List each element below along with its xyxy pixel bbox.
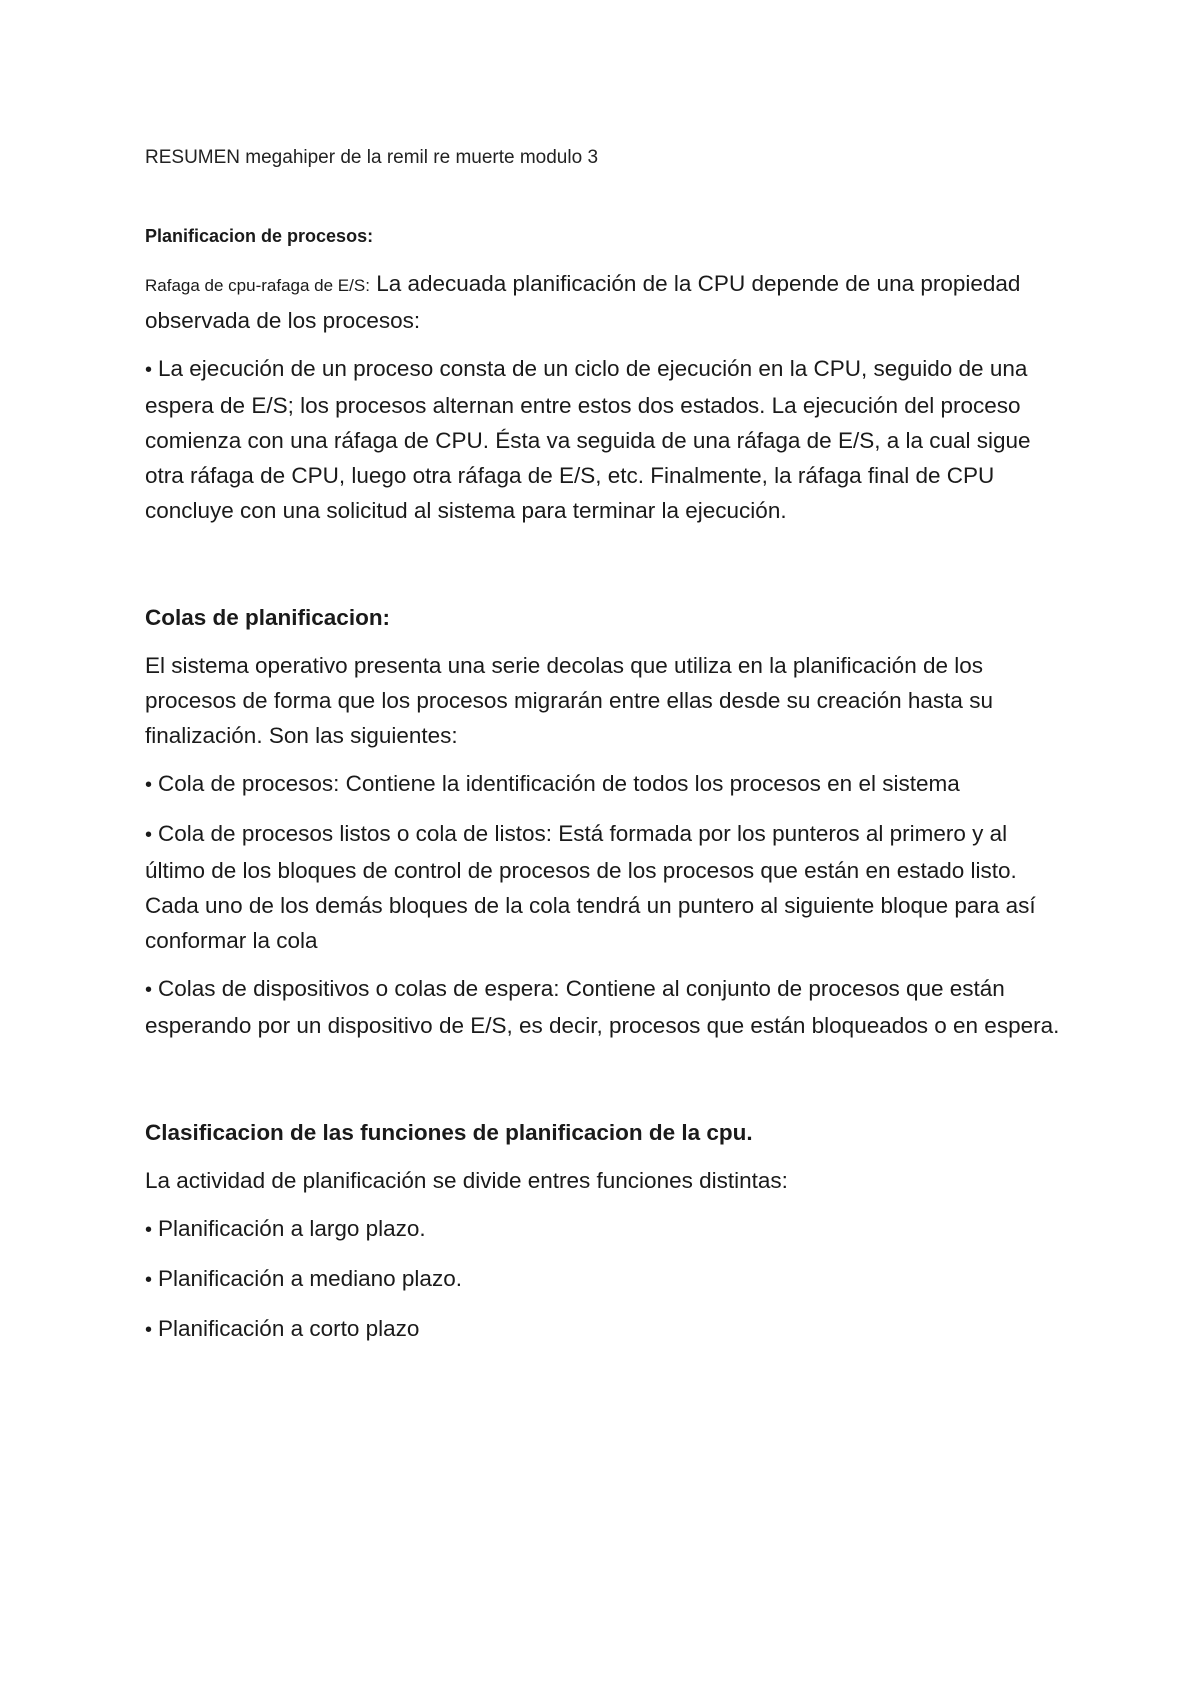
section-clasificacion-funciones [145, 1115, 1065, 1348]
bullet-icon: • [145, 979, 153, 1001]
bullet-icon: • [145, 774, 153, 796]
bullet-item [145, 1211, 1065, 1248]
bullet-item [145, 351, 1065, 528]
bullet-text: La ejecución de un proceso consta de un ciclo de ejecución en la CPU, seguido de una espera de E/S; los procesos alternan entre estos dos estados. La ejecución del proceso comienza con una ráfaga de CPU. Ésta va seguida de una ráfaga de E/S, a la cual sigue otra ráfaga de CPU, luego otra ráfaga de E/S, etc. Finalmente, la ráfaga final de CPU concluye con una solicitud al sistema para terminar la ejecución. [145, 356, 1031, 523]
lead-paragraph [145, 266, 1065, 338]
lead-label: Rafaga de cpu-rafaga de E/S: [145, 276, 370, 295]
intro-paragraph: El sistema operativo presenta una serie decolas que utiliza en la planificación de los procesos de forma que los procesos migrarán entre ellas desde su creación hasta su finalización. Son las siguientes: [145, 653, 993, 748]
bullet-icon: • [145, 824, 153, 846]
section-heading: Clasificacion de las funciones de planificacion de la cpu. [145, 1120, 753, 1145]
bullet-item [145, 1311, 1065, 1348]
bullet-icon: • [145, 1219, 153, 1241]
bullet-text: Planificación a largo plazo. [158, 1216, 426, 1241]
bullet-icon: • [145, 1319, 153, 1341]
bullet-item [145, 971, 1065, 1043]
bullet-text: Cola de procesos: Contiene la identificación de todos los procesos en el sistema [158, 771, 960, 796]
document-body [145, 146, 1065, 1361]
lead-text: La adecuada planificación de la CPU depende de una propiedad observada de los procesos: [145, 271, 1021, 333]
bullet-item [145, 766, 1065, 803]
intro-paragraph: La actividad de planificación se divide entres funciones distintas: [145, 1168, 788, 1193]
bullet-item [145, 1261, 1065, 1298]
bullet-icon: • [145, 359, 153, 381]
bullet-text: Planificación a mediano plazo. [158, 1266, 462, 1291]
section-colas-planificacion [145, 600, 1065, 1043]
section-planificacion-procesos [145, 224, 1065, 528]
bullet-icon: • [145, 1269, 153, 1291]
bullet-item [145, 816, 1065, 958]
bullet-text: Cola de procesos listos o cola de listos: Está formada por los punteros al primero y al último de los bloques de control de procesos de los procesos que están en estado listo. Cada uno de los demás bloques de la cola tendrá un puntero al siguiente bloque para así conformar la cola [145, 821, 1036, 953]
section-heading: Colas de planificacion: [145, 605, 391, 630]
bullet-text: Colas de dispositivos o colas de espera: Contiene al conjunto de procesos que están esperando por un dispositivo de E/S, es decir, procesos que están bloqueados o en espera. [145, 976, 1060, 1038]
bullet-text: Planificación a corto plazo [158, 1316, 420, 1341]
document-title: RESUMEN megahiper de la remil re muerte modulo 3 [145, 147, 599, 168]
section-heading: Planificacion de procesos: [145, 226, 374, 246]
